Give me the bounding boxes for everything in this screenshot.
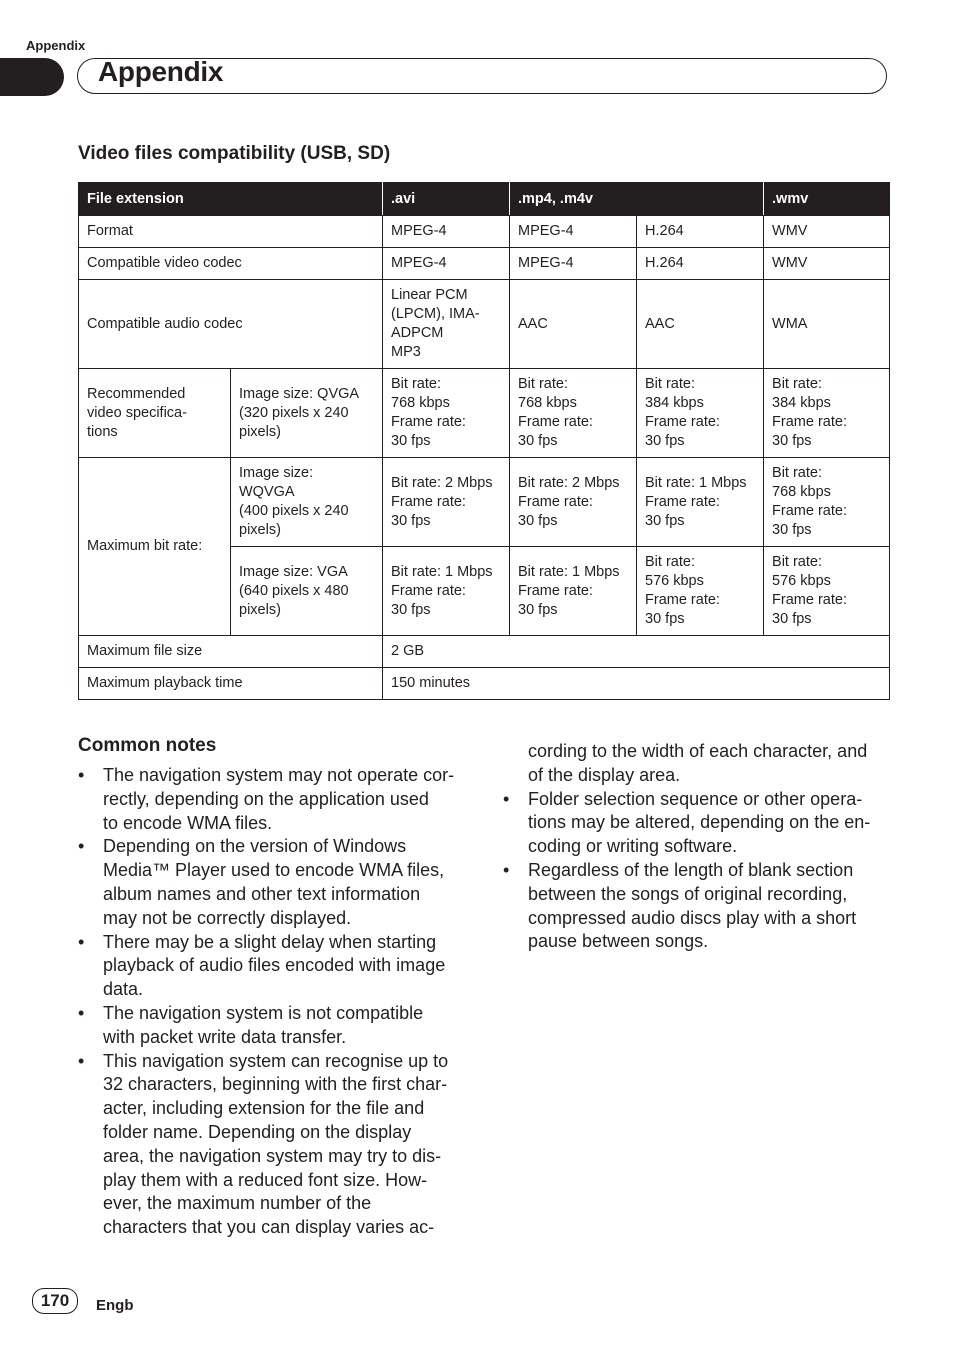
- section-heading: Video files compatibility (USB, SD): [78, 143, 391, 164]
- note-text: There may be a slight delay when starting playback of audio files encoded with image data.: [103, 931, 446, 1000]
- page-title: Appendix: [98, 56, 224, 87]
- cell: Bit rate: 2 Mbps Frame rate: 30 fps: [510, 458, 637, 547]
- cell: Bit rate: 384 kbps Frame rate: 30 fps: [764, 369, 890, 458]
- note-text: cording to the width of each character, and of the display area.: [528, 741, 868, 785]
- row-label-video-codec: Compatible video codec: [79, 248, 383, 280]
- bullet-icon: •: [78, 836, 85, 857]
- cell: MPEG-4: [383, 216, 510, 248]
- table-row: [79, 369, 890, 458]
- cell: AAC: [637, 280, 764, 369]
- video-compatibility-table: [78, 182, 890, 700]
- running-head: Appendix: [26, 38, 86, 53]
- cell-image-size: Image size: VGA (640 pixels x 480 pixels): [231, 547, 383, 636]
- header-wmv: .wmv: [764, 183, 890, 216]
- notes-list-right: [503, 740, 903, 954]
- cell: Linear PCM (LPCM), IMA- ADPCM MP3: [383, 280, 510, 369]
- language-code: Engb: [96, 1297, 134, 1314]
- list-item: [78, 764, 478, 835]
- list-item: [78, 1050, 478, 1240]
- common-notes-heading: Common notes: [78, 735, 217, 756]
- bullet-icon: •: [78, 931, 85, 952]
- table-row: [79, 248, 890, 280]
- table-header-row: [79, 183, 890, 216]
- list-item: [78, 835, 478, 930]
- cell: Bit rate: 768 kbps Frame rate: 30 fps: [383, 369, 510, 458]
- title-banner: [77, 58, 887, 94]
- note-text: This navigation system can recognise up to 32 characters, beginning with the first char- acter, including extension for the file and folder name. Depending on the display area, the navigation system may try to dis- play them with a reduced font size. How- ever, the maximum number of the characters that you can display varies ac-: [103, 1050, 449, 1238]
- cell: 2 GB: [383, 636, 890, 668]
- table-row: [79, 280, 890, 369]
- cell: MPEG-4: [383, 248, 510, 280]
- list-item-continuation: [503, 740, 903, 788]
- cell-image-size: Image size: WQVGA (400 pixels x 240 pixels): [231, 458, 383, 547]
- cell: Bit rate: 768 kbps Frame rate: 30 fps: [510, 369, 637, 458]
- row-label-max-playback: Maximum playback time: [79, 668, 383, 700]
- cell: WMA: [764, 280, 890, 369]
- cell: Bit rate: 384 kbps Frame rate: 30 fps: [637, 369, 764, 458]
- notes-list-left: [78, 764, 478, 1240]
- cell: Bit rate: 1 Mbps Frame rate: 30 fps: [510, 547, 637, 636]
- row-label-max-file-size: Maximum file size: [79, 636, 383, 668]
- list-item: [78, 931, 478, 1002]
- row-label-recommended: Recommended video specifica- tions: [79, 369, 231, 458]
- table-row: [79, 216, 890, 248]
- bullet-icon: •: [503, 859, 510, 880]
- note-text: Depending on the version of Windows Media™ Player used to encode WMA files, album names and other text information may not be correctly displayed.: [103, 836, 445, 928]
- bullet-icon: •: [78, 765, 85, 785]
- cell: Bit rate: 768 kbps Frame rate: 30 fps: [764, 458, 890, 547]
- cell: Bit rate: 576 kbps Frame rate: 30 fps: [764, 547, 890, 636]
- list-item: [503, 788, 903, 859]
- note-text: The navigation system is not compatible with packet write data transfer.: [103, 1002, 424, 1047]
- header-file-extension: File extension: [79, 183, 383, 216]
- cell: WMV: [764, 248, 890, 280]
- row-label-max-bitrate: Maximum bit rate:: [79, 458, 231, 636]
- header-mp4: .mp4, .m4v: [510, 183, 764, 216]
- cell: Bit rate: 1 Mbps Frame rate: 30 fps: [637, 458, 764, 547]
- cell: 150 minutes: [383, 668, 890, 700]
- cell: WMV: [764, 216, 890, 248]
- cell: H.264: [637, 216, 764, 248]
- section-tab-marker: [0, 58, 64, 96]
- cell: MPEG-4: [510, 216, 637, 248]
- row-label-audio-codec: Compatible audio codec: [79, 280, 383, 369]
- list-item: [78, 1002, 478, 1050]
- cell: H.264: [637, 248, 764, 280]
- list-item: [503, 859, 903, 954]
- bullet-icon: •: [503, 788, 510, 809]
- cell: Bit rate: 576 kbps Frame rate: 30 fps: [637, 547, 764, 636]
- note-text: Regardless of the length of blank section between the songs of original recording, compressed audio discs play with a short pause between songs.: [528, 859, 857, 952]
- cell: AAC: [510, 280, 637, 369]
- cell: Bit rate: 2 Mbps Frame rate: 30 fps: [383, 458, 510, 547]
- header-avi: .avi: [383, 183, 510, 216]
- table-row: [79, 458, 890, 547]
- cell: Bit rate: 1 Mbps Frame rate: 30 fps: [383, 547, 510, 636]
- table-row: [79, 636, 890, 668]
- cell-image-size: Image size: QVGA (320 pixels x 240 pixels): [231, 369, 383, 458]
- row-label-format: Format: [79, 216, 383, 248]
- bullet-icon: •: [78, 1002, 85, 1023]
- page-number: 170: [32, 1288, 78, 1314]
- bullet-icon: •: [78, 1050, 85, 1071]
- cell: MPEG-4: [510, 248, 637, 280]
- note-text: The navigation system may not operate cor- rectly, depending on the application used to encode WMA files.: [103, 765, 455, 833]
- table-row: [79, 668, 890, 700]
- note-text: Folder selection sequence or other opera- tions may be altered, depending on the en- coding or writing software.: [528, 788, 871, 857]
